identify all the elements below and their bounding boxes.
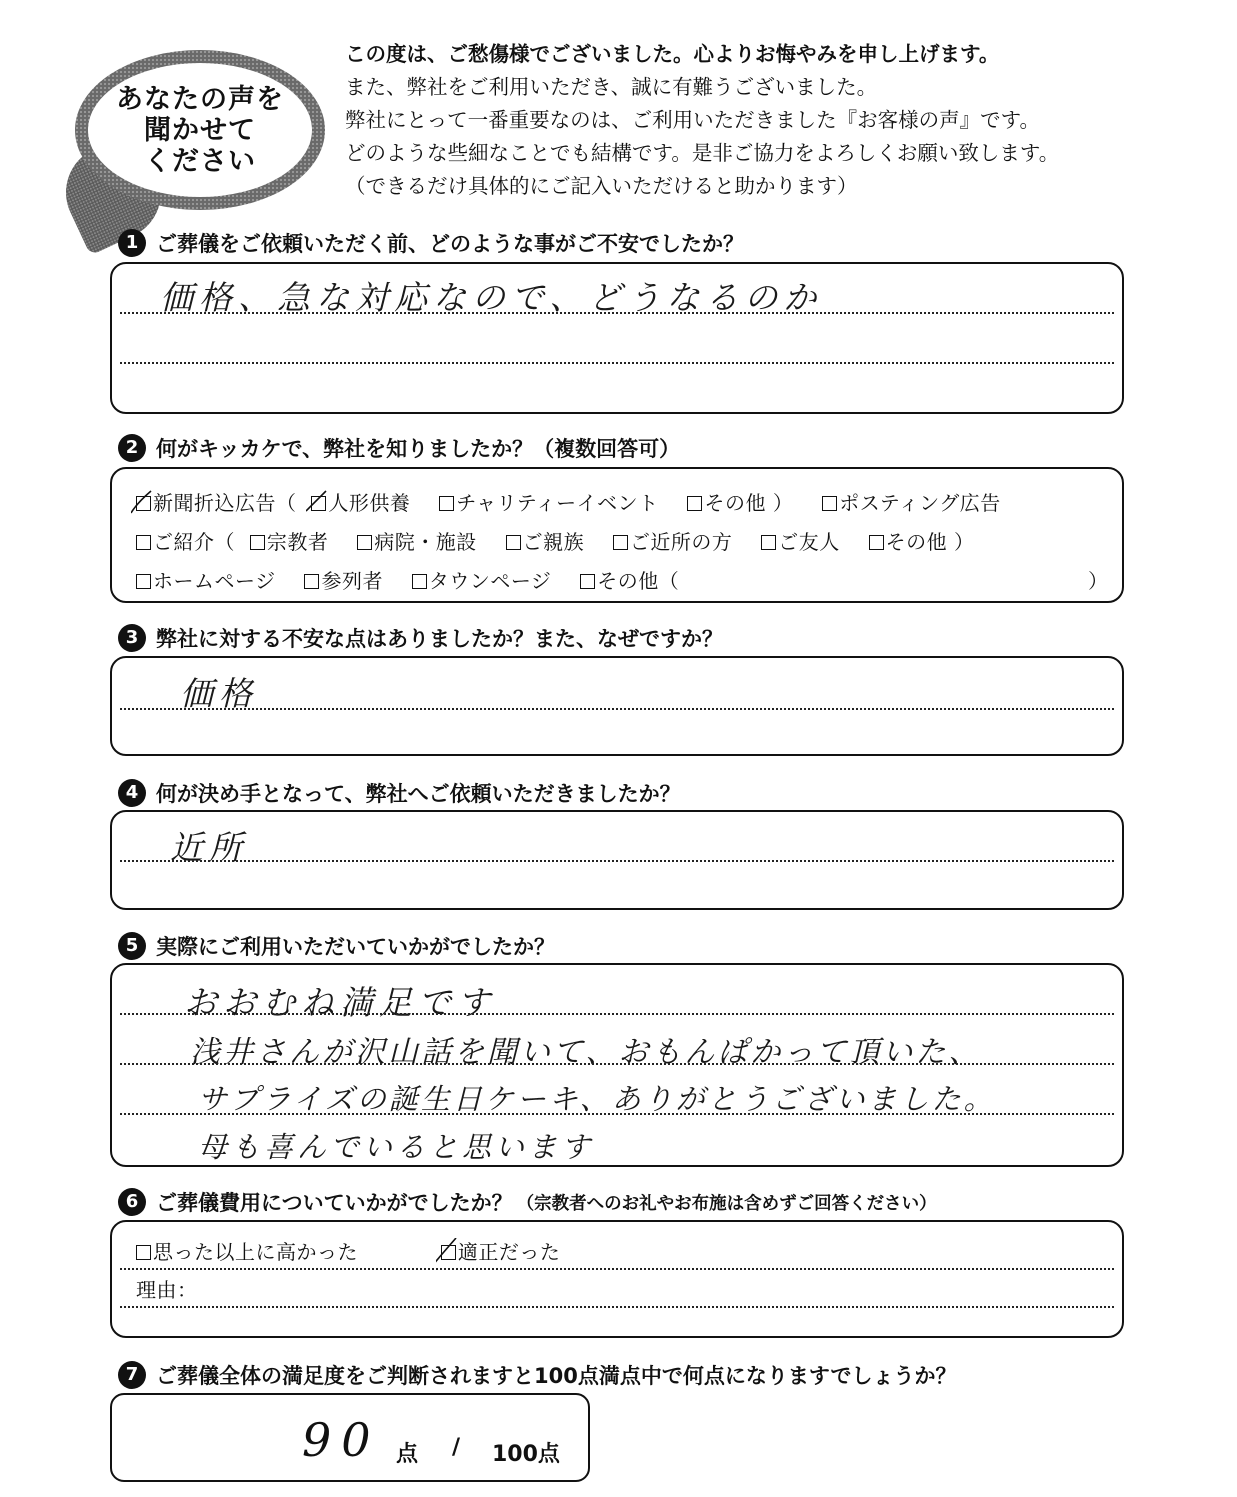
checkbox[interactable] bbox=[136, 535, 151, 550]
bubble-line-3: ください bbox=[144, 145, 256, 177]
voice-bubble bbox=[60, 50, 330, 220]
question-2 bbox=[118, 433, 680, 463]
intro-line-3: 弊社にとって一番重要なのは、ご利用いただきました『お客様の声』です。 bbox=[345, 108, 1040, 132]
question-3-text: 弊社に対する不安な点はありましたか？また、なぜですか？ bbox=[156, 627, 723, 651]
option-newspaper-insert[interactable]: 新聞折込広告（ bbox=[136, 487, 297, 516]
check-mark-icon bbox=[131, 489, 153, 517]
question-7 bbox=[118, 1360, 956, 1390]
checkbox-checked[interactable] bbox=[311, 496, 326, 511]
answer-box-2 bbox=[110, 467, 1124, 603]
dotted-line bbox=[120, 1113, 1114, 1115]
checkbox[interactable] bbox=[687, 496, 702, 511]
question-7-text: ご葬儀全体の満足度をご判断されますと100点満点中で何点になりますでしょうか？ bbox=[156, 1364, 957, 1388]
question-number-6: 6 bbox=[118, 1188, 146, 1216]
score-handwriting: 90 bbox=[302, 1413, 381, 1467]
answer-5-line-1: おおむね満足です bbox=[184, 983, 496, 1022]
option-posting-ad[interactable]: ポスティング広告 bbox=[822, 487, 1001, 516]
checkbox[interactable] bbox=[822, 496, 837, 511]
answer-1-handwriting: 価格、急な対応なので、どうなるのか bbox=[160, 278, 823, 317]
score-total: 100点 bbox=[492, 1442, 560, 1467]
option-other-2[interactable]: その他 ） bbox=[869, 526, 975, 555]
score-slash: / bbox=[452, 1435, 461, 1460]
checkbox[interactable] bbox=[136, 1245, 151, 1260]
answer-box-4[interactable] bbox=[110, 810, 1124, 910]
checkbox-checked[interactable] bbox=[441, 1245, 456, 1260]
checkbox[interactable] bbox=[304, 574, 319, 589]
question-6-text: ご葬儀費用についていかがでしたか？ bbox=[156, 1191, 513, 1215]
options-row-1 bbox=[136, 487, 1023, 516]
option-other-3-close: ） bbox=[1088, 569, 1109, 593]
dotted-line bbox=[120, 362, 1114, 364]
question-number-3: 3 bbox=[118, 624, 146, 652]
answer-4-handwriting: 近所 bbox=[170, 828, 248, 867]
score-box[interactable] bbox=[110, 1393, 590, 1482]
score-unit: 点 bbox=[396, 1442, 419, 1467]
checkbox[interactable] bbox=[136, 574, 151, 589]
question-6 bbox=[118, 1187, 937, 1217]
options-row-3 bbox=[136, 565, 1109, 594]
check-mark-icon bbox=[306, 489, 328, 517]
question-4 bbox=[118, 778, 681, 808]
option-charity-event[interactable]: チャリティーイベント bbox=[439, 487, 658, 516]
intro-line-2: また、弊社をご利用いただき、誠に有難うございました。 bbox=[345, 75, 878, 99]
option-religious-person[interactable]: 宗教者 bbox=[250, 526, 329, 555]
dotted-line bbox=[120, 312, 1114, 314]
option-neighbors[interactable]: ご近所の方 bbox=[613, 526, 733, 555]
option-friends[interactable]: ご友人 bbox=[761, 526, 840, 555]
dotted-line bbox=[120, 708, 1114, 710]
question-3 bbox=[118, 623, 723, 653]
question-number-2: 2 bbox=[118, 434, 146, 462]
answer-box-5[interactable] bbox=[110, 963, 1124, 1167]
option-homepage[interactable]: ホームページ bbox=[136, 565, 276, 594]
option-hospital-facility[interactable]: 病院・施設 bbox=[357, 526, 477, 555]
answer-5-line-4: 母も喜んでいると思います bbox=[198, 1130, 595, 1164]
dotted-line bbox=[120, 860, 1114, 862]
question-1-text: ご葬儀をご依頼いただく前、どのような事がご不安でしたか？ bbox=[156, 232, 744, 256]
option-town-page[interactable]: タウンページ bbox=[412, 565, 552, 594]
dotted-line bbox=[120, 1306, 1114, 1308]
option-more-expensive[interactable]: 思った以上に高かった bbox=[136, 1236, 358, 1265]
question-6-note: （宗教者へのお礼やお布施は含めずご回答ください） bbox=[516, 1193, 937, 1214]
intro-line-1: この度は、ご愁傷様でございました。心よりお悔やみを申し上げます。 bbox=[345, 42, 1000, 66]
bubble-line-1: あなたの声を bbox=[116, 83, 284, 115]
check-mark-icon bbox=[436, 1238, 458, 1266]
option-attendee[interactable]: 参列者 bbox=[304, 565, 383, 594]
bubble-line-2: 聞かせて bbox=[144, 114, 256, 146]
question-number-4: 4 bbox=[118, 779, 146, 807]
question-number-7: 7 bbox=[118, 1361, 146, 1389]
options-row-2 bbox=[136, 526, 997, 555]
checkbox[interactable] bbox=[357, 535, 372, 550]
checkbox[interactable] bbox=[412, 574, 427, 589]
answer-box-3[interactable] bbox=[110, 656, 1124, 756]
reason-label: 理由： bbox=[136, 1278, 198, 1302]
intro-text bbox=[345, 38, 1225, 203]
answer-5-line-3: サプライズの誕生日ケーキ、ありがとうございました。 bbox=[198, 1082, 996, 1116]
checkbox[interactable] bbox=[761, 535, 776, 550]
cost-options bbox=[136, 1236, 582, 1265]
checkbox[interactable] bbox=[580, 574, 595, 589]
answer-5-line-2: 浅井さんが沢山話を聞いて、おもんぱかって頂いた、 bbox=[190, 1035, 982, 1070]
bubble-text bbox=[88, 63, 312, 197]
option-doll-memorial[interactable]: 人形供養 bbox=[311, 487, 410, 516]
question-5 bbox=[118, 931, 555, 961]
checkbox[interactable] bbox=[506, 535, 521, 550]
option-referral[interactable]: ご紹介（ bbox=[136, 526, 235, 555]
answer-3-handwriting: 価格 bbox=[180, 674, 258, 713]
option-appropriate[interactable]: 適正だった bbox=[441, 1236, 561, 1265]
answer-box-1[interactable] bbox=[110, 262, 1124, 414]
question-1 bbox=[118, 228, 744, 258]
intro-line-4: どのような些細なことでも結構です。是非ご協力をよろしくお願い致します。 bbox=[345, 141, 1060, 165]
question-4-text: 何が決め手となって、弊社へご依頼いただきましたか？ bbox=[156, 782, 681, 806]
option-relatives[interactable]: ご親族 bbox=[506, 526, 585, 555]
dotted-line bbox=[120, 1063, 1114, 1065]
checkbox-checked[interactable] bbox=[136, 496, 151, 511]
intro-line-5: （できるだけ具体的にご記入いただけると助かります） bbox=[345, 174, 858, 198]
option-other-3[interactable]: その他（ bbox=[580, 565, 679, 594]
checkbox[interactable] bbox=[869, 535, 884, 550]
dotted-line bbox=[120, 1268, 1114, 1270]
checkbox[interactable] bbox=[439, 496, 454, 511]
question-number-1: 1 bbox=[118, 229, 146, 257]
checkbox[interactable] bbox=[613, 535, 628, 550]
question-2-text: 何がキッカケで、弊社を知りましたか？（複数回答可） bbox=[156, 437, 681, 461]
answer-box-6 bbox=[110, 1220, 1124, 1338]
checkbox[interactable] bbox=[250, 535, 265, 550]
dotted-line bbox=[120, 1013, 1114, 1015]
question-5-text: 実際にご利用いただいていかがでしたか？ bbox=[156, 935, 555, 959]
option-other-1[interactable]: その他 ） bbox=[687, 487, 793, 516]
question-number-5: 5 bbox=[118, 932, 146, 960]
